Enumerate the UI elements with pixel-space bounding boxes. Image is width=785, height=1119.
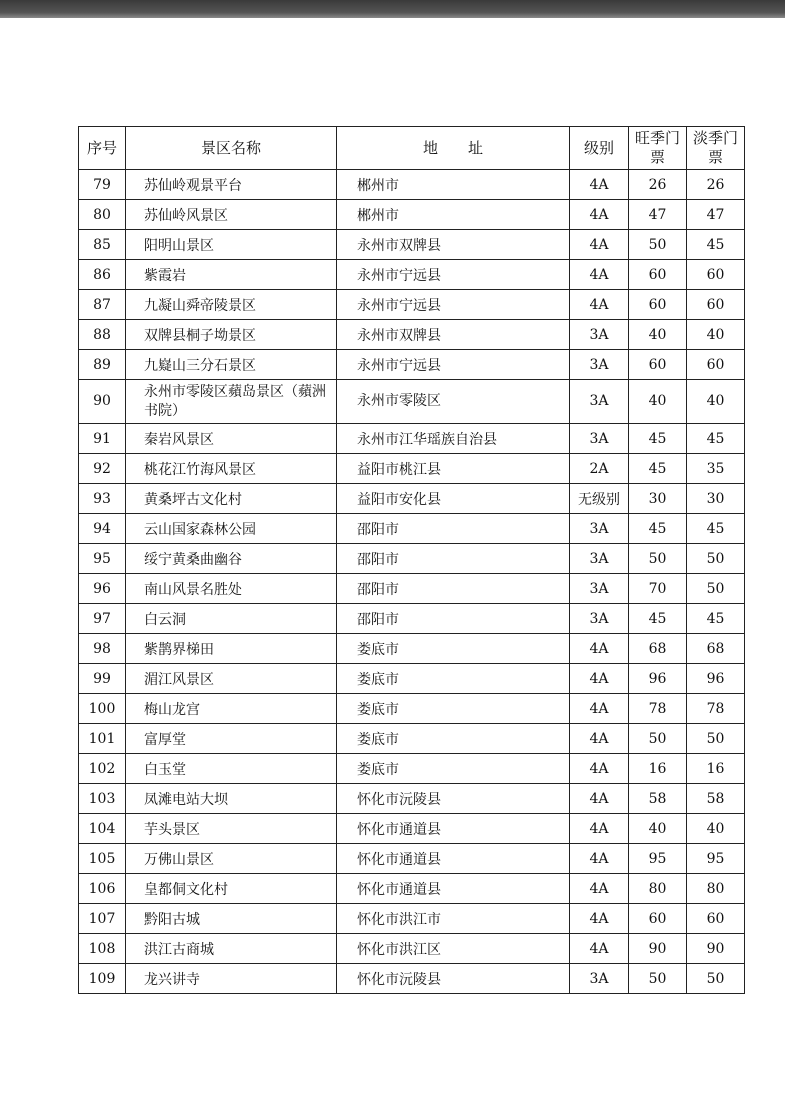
cell-scenic-name: 苏仙岭观景平台: [126, 170, 337, 200]
cell-peak-ticket: 96: [629, 664, 687, 694]
cell-peak-ticket: 50: [629, 230, 687, 260]
cell-level: 3A: [570, 604, 629, 634]
table-row: [79, 350, 745, 380]
cell-index: 85: [79, 230, 126, 260]
cell-scenic-name: 黔阳古城: [126, 904, 337, 934]
cell-offpeak-ticket: 68: [687, 634, 745, 664]
cell-level: 4A: [570, 904, 629, 934]
cell-index: 92: [79, 454, 126, 484]
cell-address: 娄底市: [337, 634, 570, 664]
cell-peak-ticket: 60: [629, 260, 687, 290]
cell-scenic-name: 龙兴讲寺: [126, 964, 337, 994]
cell-offpeak-ticket: 40: [687, 814, 745, 844]
cell-address: 郴州市: [337, 170, 570, 200]
cell-offpeak-ticket: 60: [687, 290, 745, 320]
cell-level: 4A: [570, 754, 629, 784]
cell-peak-ticket: 40: [629, 814, 687, 844]
cell-level: 3A: [570, 514, 629, 544]
cell-index: 97: [79, 604, 126, 634]
cell-peak-ticket: 45: [629, 454, 687, 484]
table-row: [79, 454, 745, 484]
table-row: [79, 544, 745, 574]
table-row: [79, 964, 745, 994]
table-row: [79, 424, 745, 454]
cell-index: 104: [79, 814, 126, 844]
cell-offpeak-ticket: 78: [687, 694, 745, 724]
cell-offpeak-ticket: 35: [687, 454, 745, 484]
table-row: [79, 574, 745, 604]
cell-scenic-name: 皇都侗文化村: [126, 874, 337, 904]
cell-offpeak-ticket: 47: [687, 200, 745, 230]
cell-scenic-name: 绥宁黄桑曲幽谷: [126, 544, 337, 574]
table-row: [79, 904, 745, 934]
cell-offpeak-ticket: 45: [687, 424, 745, 454]
header-row: [79, 127, 745, 170]
cell-level: 4A: [570, 784, 629, 814]
table-row: [79, 634, 745, 664]
table-row: [79, 290, 745, 320]
table-row: [79, 200, 745, 230]
cell-offpeak-ticket: 50: [687, 964, 745, 994]
cell-index: 108: [79, 934, 126, 964]
cell-scenic-name: 秦岩风景区: [126, 424, 337, 454]
table-row: [79, 784, 745, 814]
header-scenic-name: 景区名称: [126, 127, 337, 170]
cell-address: 怀化市通道县: [337, 844, 570, 874]
header-peak-ticket: 旺季门票: [629, 127, 687, 170]
cell-address: 怀化市沅陵县: [337, 784, 570, 814]
cell-offpeak-ticket: 16: [687, 754, 745, 784]
cell-address: 益阳市安化县: [337, 484, 570, 514]
cell-scenic-name: 南山风景名胜处: [126, 574, 337, 604]
cell-scenic-name: 富厚堂: [126, 724, 337, 754]
cell-peak-ticket: 78: [629, 694, 687, 724]
cell-level: 4A: [570, 230, 629, 260]
cell-index: 100: [79, 694, 126, 724]
cell-address: 娄底市: [337, 694, 570, 724]
cell-index: 96: [79, 574, 126, 604]
cell-level: 4A: [570, 634, 629, 664]
cell-index: 87: [79, 290, 126, 320]
cell-peak-ticket: 26: [629, 170, 687, 200]
cell-address: 永州市江华瑶族自治县: [337, 424, 570, 454]
cell-offpeak-ticket: 58: [687, 784, 745, 814]
cell-address: 永州市宁远县: [337, 350, 570, 380]
table-row: [79, 230, 745, 260]
table-body: [79, 170, 745, 994]
cell-address: 娄底市: [337, 724, 570, 754]
cell-peak-ticket: 60: [629, 350, 687, 380]
cell-level: 4A: [570, 200, 629, 230]
cell-offpeak-ticket: 45: [687, 230, 745, 260]
table-row: [79, 604, 745, 634]
cell-index: 86: [79, 260, 126, 290]
cell-peak-ticket: 80: [629, 874, 687, 904]
cell-peak-ticket: 60: [629, 290, 687, 320]
cell-index: 102: [79, 754, 126, 784]
cell-peak-ticket: 68: [629, 634, 687, 664]
cell-level: 4A: [570, 934, 629, 964]
table-row: [79, 694, 745, 724]
cell-index: 109: [79, 964, 126, 994]
cell-address: 邵阳市: [337, 574, 570, 604]
header-level: 级别: [570, 127, 629, 170]
header-address: 地 址: [337, 127, 570, 170]
cell-address: 永州市双牌县: [337, 320, 570, 350]
cell-scenic-name: 万佛山景区: [126, 844, 337, 874]
cell-index: 106: [79, 874, 126, 904]
cell-peak-ticket: 30: [629, 484, 687, 514]
cell-address: 永州市宁远县: [337, 260, 570, 290]
cell-scenic-name: 桃花江竹海风景区: [126, 454, 337, 484]
cell-scenic-name: 阳明山景区: [126, 230, 337, 260]
cell-offpeak-ticket: 40: [687, 380, 745, 424]
cell-peak-ticket: 90: [629, 934, 687, 964]
table-row: [79, 380, 745, 424]
cell-offpeak-ticket: 50: [687, 724, 745, 754]
cell-scenic-name: 双牌县桐子坳景区: [126, 320, 337, 350]
cell-scenic-name: 九嶷山三分石景区: [126, 350, 337, 380]
cell-index: 98: [79, 634, 126, 664]
scenic-spot-table: [78, 126, 745, 994]
cell-level: 4A: [570, 844, 629, 874]
cell-index: 93: [79, 484, 126, 514]
cell-offpeak-ticket: 95: [687, 844, 745, 874]
cell-level: 3A: [570, 350, 629, 380]
table-row: [79, 934, 745, 964]
cell-peak-ticket: 40: [629, 380, 687, 424]
cell-level: 4A: [570, 290, 629, 320]
cell-index: 101: [79, 724, 126, 754]
cell-address: 永州市宁远县: [337, 290, 570, 320]
cell-level: 3A: [570, 964, 629, 994]
cell-address: 怀化市洪江市: [337, 904, 570, 934]
cell-level: 3A: [570, 424, 629, 454]
cell-peak-ticket: 58: [629, 784, 687, 814]
cell-level: 3A: [570, 380, 629, 424]
cell-scenic-name: 苏仙岭风景区: [126, 200, 337, 230]
cell-scenic-name: 梅山龙宫: [126, 694, 337, 724]
cell-peak-ticket: 45: [629, 514, 687, 544]
table-row: [79, 754, 745, 784]
cell-offpeak-ticket: 90: [687, 934, 745, 964]
cell-scenic-name: 九凝山舜帝陵景区: [126, 290, 337, 320]
cell-index: 103: [79, 784, 126, 814]
cell-address: 郴州市: [337, 200, 570, 230]
cell-address: 永州市双牌县: [337, 230, 570, 260]
cell-offpeak-ticket: 80: [687, 874, 745, 904]
cell-level: 4A: [570, 724, 629, 754]
cell-index: 80: [79, 200, 126, 230]
cell-address: 怀化市通道县: [337, 874, 570, 904]
cell-offpeak-ticket: 96: [687, 664, 745, 694]
cell-peak-ticket: 50: [629, 964, 687, 994]
cell-offpeak-ticket: 50: [687, 574, 745, 604]
cell-index: 90: [79, 380, 126, 424]
cell-level: 3A: [570, 320, 629, 350]
cell-index: 105: [79, 844, 126, 874]
cell-index: 89: [79, 350, 126, 380]
cell-level: 4A: [570, 694, 629, 724]
cell-index: 79: [79, 170, 126, 200]
cell-scenic-name: 黄桑坪古文化村: [126, 484, 337, 514]
cell-offpeak-ticket: 60: [687, 904, 745, 934]
cell-address: 怀化市洪江区: [337, 934, 570, 964]
cell-level: 3A: [570, 544, 629, 574]
cell-peak-ticket: 95: [629, 844, 687, 874]
header-offpeak-ticket: 淡季门票: [687, 127, 745, 170]
cell-peak-ticket: 50: [629, 724, 687, 754]
cell-peak-ticket: 40: [629, 320, 687, 350]
viewer-top-bar: [0, 0, 785, 18]
cell-level: 4A: [570, 664, 629, 694]
table-row: [79, 844, 745, 874]
cell-level: 无级别: [570, 484, 629, 514]
cell-peak-ticket: 45: [629, 604, 687, 634]
cell-index: 94: [79, 514, 126, 544]
cell-address: 邵阳市: [337, 604, 570, 634]
cell-peak-ticket: 60: [629, 904, 687, 934]
cell-peak-ticket: 45: [629, 424, 687, 454]
table-row: [79, 514, 745, 544]
cell-address: 邵阳市: [337, 514, 570, 544]
table-header: [79, 127, 745, 170]
table-row: [79, 724, 745, 754]
cell-offpeak-ticket: 45: [687, 514, 745, 544]
cell-scenic-name: 湄江风景区: [126, 664, 337, 694]
table-row: [79, 170, 745, 200]
cell-scenic-name: 白云洞: [126, 604, 337, 634]
cell-address: 怀化市通道县: [337, 814, 570, 844]
cell-scenic-name: 芋头景区: [126, 814, 337, 844]
table-row: [79, 874, 745, 904]
cell-peak-ticket: 50: [629, 544, 687, 574]
cell-index: 88: [79, 320, 126, 350]
cell-level: 4A: [570, 170, 629, 200]
table-row: [79, 814, 745, 844]
table-row: [79, 320, 745, 350]
cell-address: 娄底市: [337, 754, 570, 784]
cell-address: 邵阳市: [337, 544, 570, 574]
cell-level: 3A: [570, 574, 629, 604]
cell-offpeak-ticket: 60: [687, 350, 745, 380]
table-row: [79, 664, 745, 694]
cell-scenic-name: 永州市零陵区蘋岛景区（蘋洲书院）: [126, 380, 337, 424]
cell-offpeak-ticket: 26: [687, 170, 745, 200]
header-index: 序号: [79, 127, 126, 170]
cell-offpeak-ticket: 60: [687, 260, 745, 290]
cell-index: 99: [79, 664, 126, 694]
cell-address: 益阳市桃江县: [337, 454, 570, 484]
cell-peak-ticket: 16: [629, 754, 687, 784]
cell-peak-ticket: 70: [629, 574, 687, 604]
cell-level: 4A: [570, 260, 629, 290]
cell-peak-ticket: 47: [629, 200, 687, 230]
table-row: [79, 260, 745, 290]
cell-offpeak-ticket: 30: [687, 484, 745, 514]
cell-scenic-name: 紫鹊界梯田: [126, 634, 337, 664]
cell-address: 怀化市沅陵县: [337, 964, 570, 994]
cell-index: 107: [79, 904, 126, 934]
cell-scenic-name: 白玉堂: [126, 754, 337, 784]
cell-scenic-name: 云山国家森林公园: [126, 514, 337, 544]
cell-level: 2A: [570, 454, 629, 484]
table-row: [79, 484, 745, 514]
cell-address: 永州市零陵区: [337, 380, 570, 424]
cell-index: 95: [79, 544, 126, 574]
cell-scenic-name: 凤滩电站大坝: [126, 784, 337, 814]
cell-level: 4A: [570, 874, 629, 904]
cell-offpeak-ticket: 45: [687, 604, 745, 634]
cell-offpeak-ticket: 40: [687, 320, 745, 350]
cell-scenic-name: 洪江古商城: [126, 934, 337, 964]
cell-scenic-name: 紫霞岩: [126, 260, 337, 290]
cell-level: 4A: [570, 814, 629, 844]
cell-address: 娄底市: [337, 664, 570, 694]
cell-offpeak-ticket: 50: [687, 544, 745, 574]
cell-index: 91: [79, 424, 126, 454]
